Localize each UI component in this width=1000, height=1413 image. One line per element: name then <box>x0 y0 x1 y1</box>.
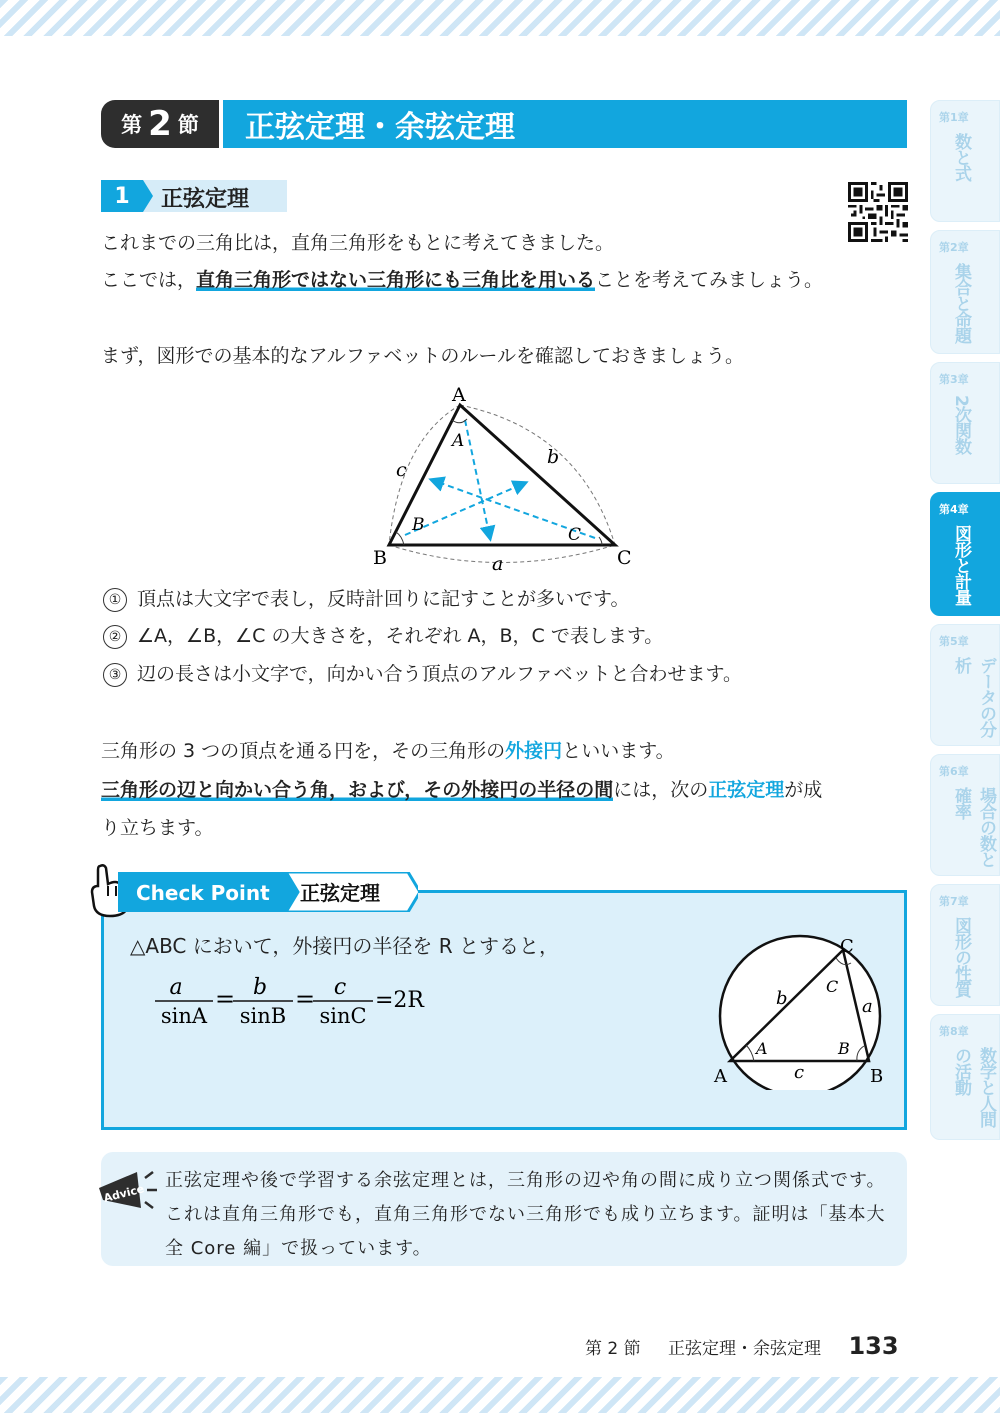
tab-chapter-title: データの分析 <box>951 657 996 737</box>
denominator-sina: sinA <box>160 1004 208 1028</box>
vertex-b-label: B <box>870 1066 884 1087</box>
side-c-label: c <box>794 1062 805 1083</box>
numerator-a: a <box>169 975 183 1000</box>
page-number: 133 <box>848 1332 899 1360</box>
intro-line-3: まず，図形での基本的なアルファベットのルールを確認しておきましょう。 <box>101 345 744 367</box>
tab-chapter-3[interactable] <box>930 362 1000 484</box>
rule-text: ∠A，∠B，∠C の大きさを，それぞれ A，B，C で表します。 <box>137 625 664 647</box>
tab-chapter-label: 第5章 <box>939 635 969 648</box>
rule-text: 頂点は大文字で表し，反時計回りに記すことが多いです。 <box>137 588 630 610</box>
intro-line-2 <box>101 267 823 293</box>
numerator-c: c <box>333 975 347 1000</box>
rule-1 <box>103 586 629 612</box>
page-footer <box>585 1332 899 1360</box>
circum-text: といいます。 <box>562 740 675 762</box>
tab-chapter-label: 第2章 <box>939 241 969 254</box>
circum-text: には，次の <box>613 779 709 801</box>
equals-sign: = <box>215 985 236 1013</box>
rule-number: ① <box>103 588 127 612</box>
tab-chapter-title: 集合と命題 <box>951 263 971 343</box>
side-b-label: b <box>776 988 788 1009</box>
tab-chapter-title: 2次関数 <box>951 395 971 454</box>
tab-chapter-label: 第7章 <box>939 895 969 908</box>
tab-chapter-title: 数学と人間の活動 <box>951 1047 996 1127</box>
section-number: 2 <box>148 104 172 144</box>
advice-text: 正弦定理や後で学習する余弦定理とは，三角形の辺や角の間に成り立つ関係式です。これは直角三角形でも，直角三角形でない三角形でも成り立ちます。証明は「基本大全 Core 編」で扱っています。 <box>165 1170 886 1259</box>
circum-emphasis: 三角形の辺と向かい合う角，および，その外接円の半径の間 <box>101 779 614 801</box>
denominator-sinb: sinB <box>239 1004 287 1028</box>
tab-chapter-title: 場合の数と確率 <box>951 787 996 867</box>
footer-title: 正弦定理・余弦定理 <box>668 1339 822 1359</box>
side-b-label: b <box>547 446 560 468</box>
rule-number: ② <box>103 625 127 649</box>
circum-text: が成 <box>784 779 823 801</box>
tab-chapter-4[interactable] <box>930 492 1000 616</box>
tab-chapter-label: 第3章 <box>939 373 969 386</box>
sine-law-term: 正弦定理 <box>708 779 785 801</box>
tab-chapter-8[interactable] <box>930 1014 1000 1140</box>
circumcircle-figure <box>706 930 906 1090</box>
circum-text: 三角形の 3 つの頂点を通る円を，その三角形の <box>101 740 506 762</box>
tab-chapter-1[interactable] <box>930 100 1000 222</box>
tab-chapter-title: 数と式 <box>951 133 971 181</box>
side-a-label: a <box>862 996 873 1017</box>
circum-line-1 <box>101 738 675 764</box>
angle-a-label: A <box>756 1039 768 1058</box>
angle-b-label: B <box>838 1039 850 1058</box>
tab-chapter-title: 図形の性質 <box>951 917 971 997</box>
side-a-label: a <box>492 553 504 575</box>
tab-chapter-label: 第8章 <box>939 1025 969 1038</box>
tab-chapter-5[interactable] <box>930 624 1000 746</box>
angle-b-label: B <box>412 515 425 535</box>
advice-badge-label: Advice <box>102 1182 146 1205</box>
tab-chapter-6[interactable] <box>930 754 1000 876</box>
subsection-number: 1 <box>101 180 143 212</box>
triangle-figure <box>370 380 640 580</box>
check-point-tag <box>118 872 418 912</box>
footer-section: 第 2 節 <box>585 1339 641 1359</box>
tab-chapter-2[interactable] <box>930 230 1000 354</box>
tab-chapter-label: 第6章 <box>939 765 969 778</box>
check-point-intro: △ABC において，外接円の半径を R とすると， <box>130 934 559 958</box>
check-point-title: 正弦定理 <box>300 881 380 905</box>
intro-emphasis: 直角三角形ではない三角形にも三角比を用いる <box>196 269 596 291</box>
qr-code-icon[interactable] <box>848 182 908 242</box>
intro-line-1: これまでの三角比は，直角三角形をもとに考えてきました。 <box>101 232 615 254</box>
circum-line-2 <box>101 777 822 803</box>
angle-c-label: C <box>568 525 582 545</box>
vertex-b-label: B <box>373 547 387 569</box>
tab-chapter-label: 第1章 <box>939 111 969 124</box>
tab-chapter-label: 第4章 <box>939 503 969 516</box>
chevron-icon <box>143 180 153 212</box>
formula-rhs: =2R <box>375 988 424 1013</box>
tab-chapter-7[interactable] <box>930 884 1000 1006</box>
vertex-c-label: C <box>840 936 854 957</box>
intro-text: ことを考えてみましょう。 <box>595 269 824 291</box>
denominator-sinc: sinC <box>319 1004 367 1028</box>
intro-text: ここでは， <box>101 269 197 291</box>
circum-term: 外接円 <box>505 740 563 762</box>
arrow-a <box>465 420 490 538</box>
numerator-b: b <box>252 975 268 1000</box>
section-prefix: 第 <box>121 113 143 137</box>
equals-sign: = <box>295 985 316 1013</box>
sine-law-formula <box>153 972 453 1028</box>
angle-c-label: C <box>826 977 839 996</box>
subsection-heading <box>101 180 287 212</box>
vertex-a-label: A <box>714 1066 727 1087</box>
advice-megaphone-icon <box>95 1166 159 1216</box>
section-title: 正弦定理・余弦定理 <box>223 100 907 148</box>
tab-chapter-title: 図形と計量 <box>951 525 971 605</box>
bottom-decoration-stripe <box>0 1377 1000 1413</box>
check-point-label: Check Point <box>136 881 270 905</box>
angle-a-label: A <box>452 431 465 451</box>
rule-3 <box>103 661 742 687</box>
side-c-label: c <box>396 459 407 481</box>
advice-box <box>101 1152 907 1266</box>
section-number-box <box>101 100 219 148</box>
circum-line-3: り立ちます。 <box>101 817 214 839</box>
vertex-c-label: C <box>617 547 632 569</box>
section-suffix: 節 <box>177 113 199 137</box>
top-decoration-stripe <box>0 0 1000 36</box>
vertex-a-label: A <box>452 384 466 406</box>
subsection-title: 正弦定理 <box>161 187 250 212</box>
rule-2 <box>103 623 663 649</box>
rule-text: 辺の長さは小文字で，向かい合う頂点のアルファベットと合わせます。 <box>137 663 742 685</box>
rule-number: ③ <box>103 663 127 687</box>
